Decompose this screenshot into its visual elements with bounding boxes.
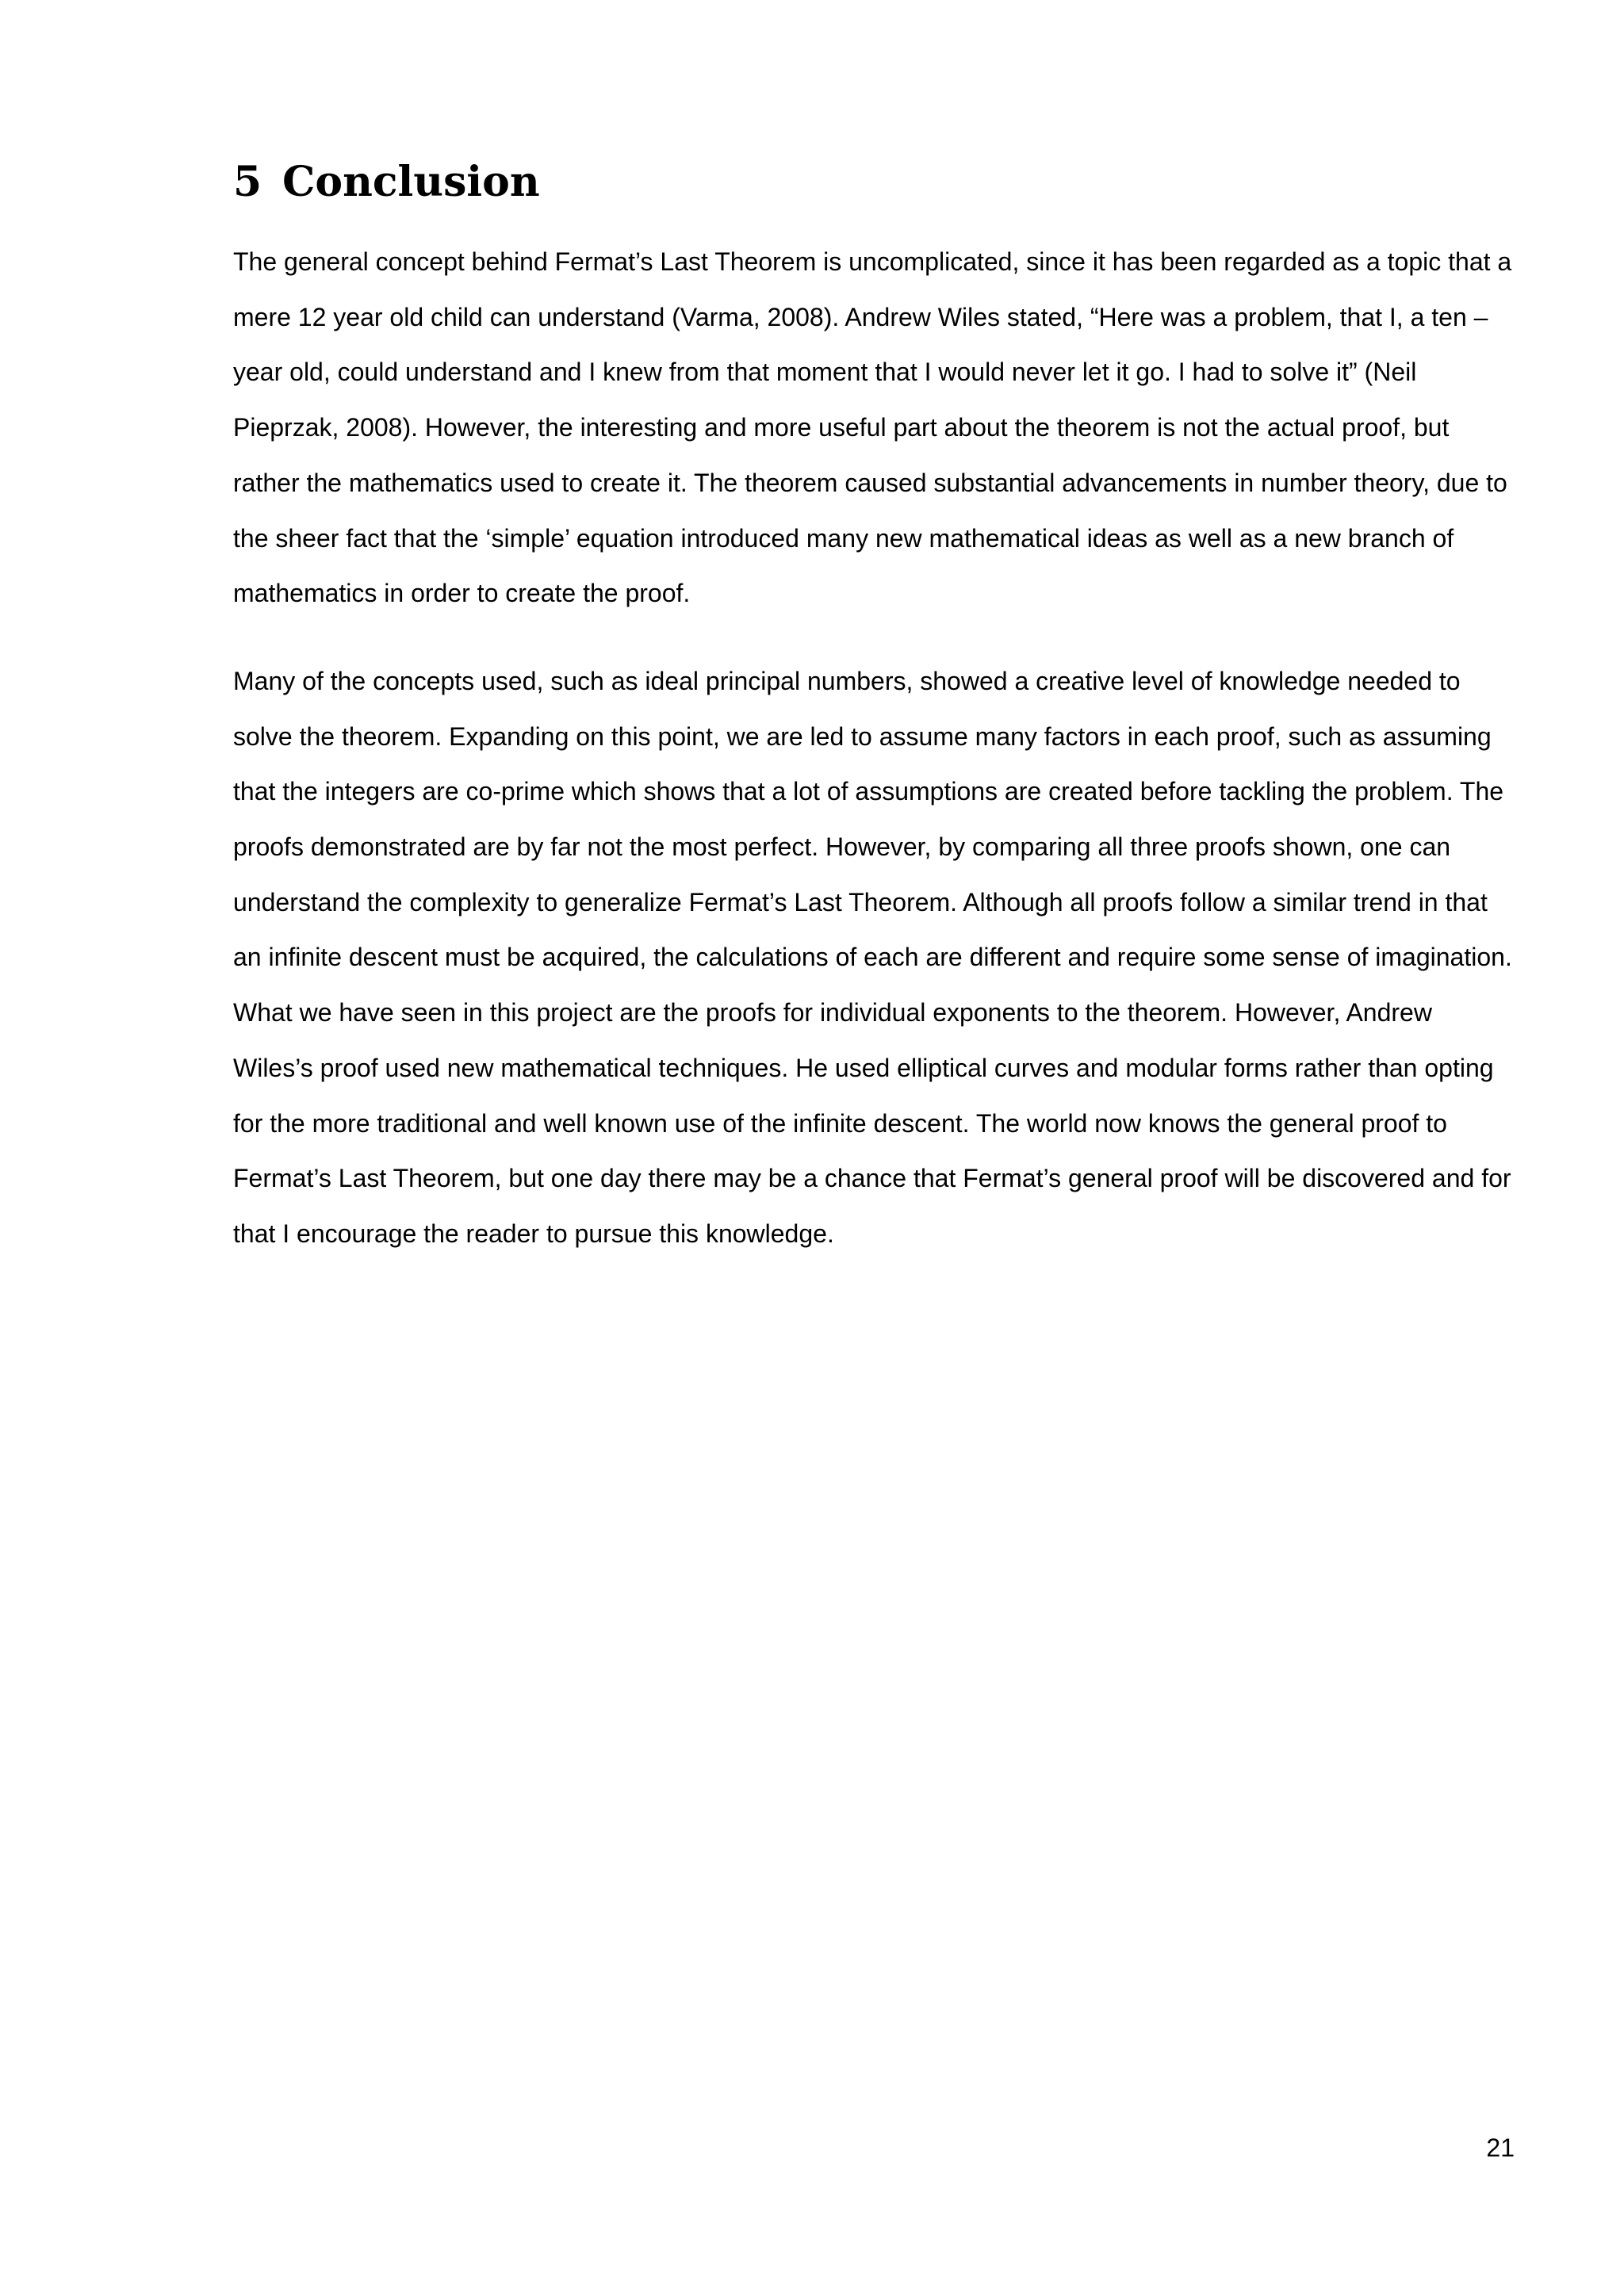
paragraph-1: The general concept behind Fermat’s Last Theorem is uncomplicated, since it has been regarded as a topic that a mere 12 year old child can understand (Varma, 2008). Andrew Wiles stated, “Here was a problem, that I, a ten – year old, could understand and I knew from that moment that I would never let it go. I had to solve it” (Neil Pieprzak, 2008). However, the interesting and more useful part about the theorem is not the actual proof, but rather the mathematics used to create it. The theorem caused substantial advancements in number theory, due to the sheer fact that the ‘simple’ equation introduced many new mathematical ideas as well as a new branch of mathematics in order to create the proof. xyxy=(233,247,1512,608)
section-number: 5 xyxy=(233,158,262,206)
page-number: 21 xyxy=(1486,2133,1515,2162)
paragraph-2: Many of the concepts used, such as ideal principal numbers, showed a creative level of knowledge needed to solve the theorem. Expanding on this point, we are led to assume many factors in each proof, such as assuming that the integers are co-prime which shows that a lot of assumptions are created before tackling the problem. The proofs demonstrated are by far not the most perfect. However, by comparing all three proofs shown, one can understand the complexity to generalize Fermat’s Last Theorem. Although all proofs follow a similar trend in that an infinite descent must be acquired, the calculations of each are different and require some sense of imagination. What we have seen in this project are the proofs for individual exponents to the theorem. However, Andrew Wiles’s proof used new mathematical techniques. He used elliptical curves and modular forms rather than opting for the more traditional and well known use of the infinite descent. The world now knows the general proof to Fermat’s Last Theorem, but one day there may be a chance that Fermat’s general proof will be discovered and for that I encourage the reader to pursue this knowledge. xyxy=(233,666,1512,1248)
section-title: Conclusion xyxy=(282,158,540,206)
page-content xyxy=(233,154,1515,1262)
section-heading xyxy=(233,154,1515,211)
